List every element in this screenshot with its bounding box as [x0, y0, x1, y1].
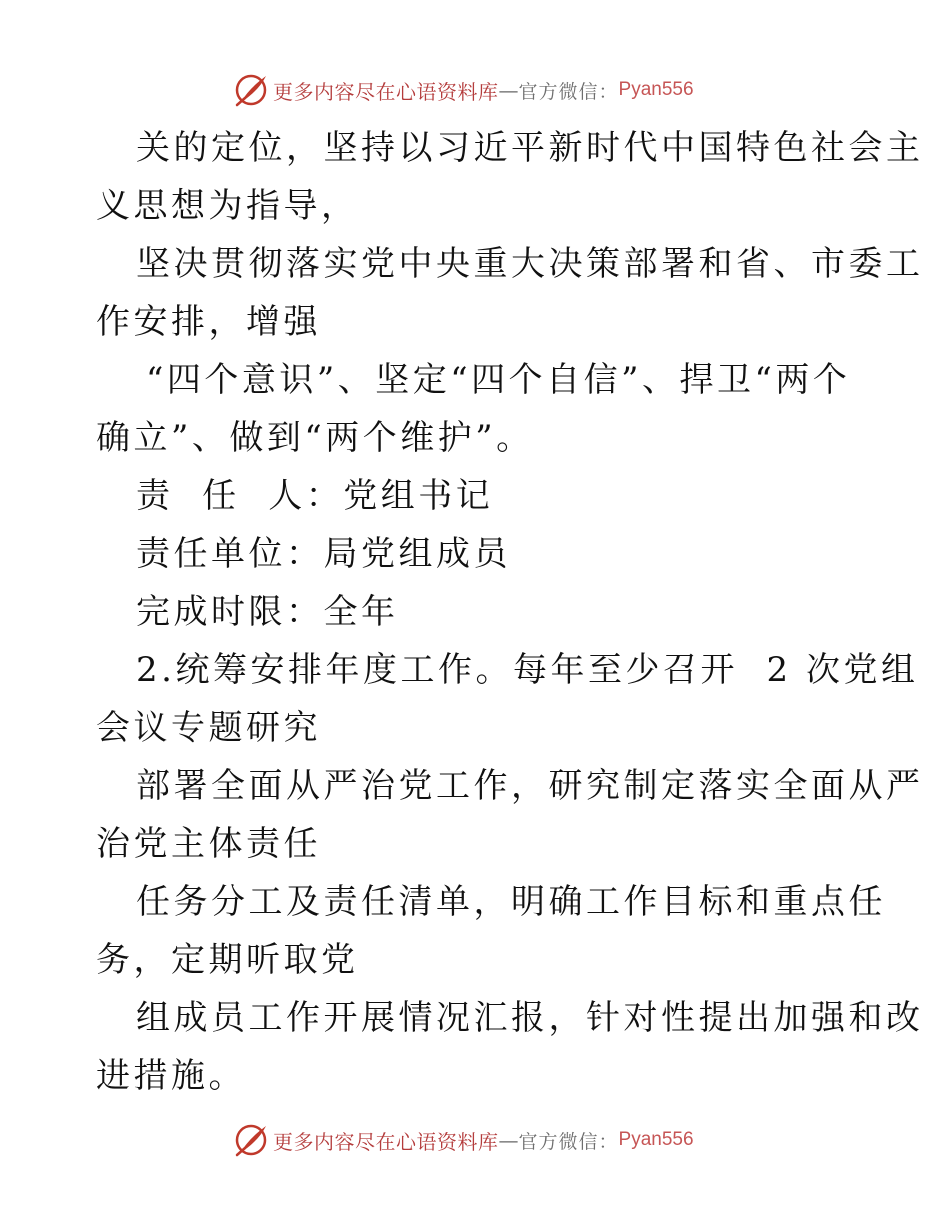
body-line: 关的定位，坚持以习近平新时代中国特色社会主: [136, 128, 924, 168]
body-line: “四个意识”、坚定“四个自信”、捍卫“两个: [146, 360, 851, 400]
footer-banner: [233, 1122, 694, 1158]
header-banner-text: 更多内容尽在心语资料库: [273, 79, 499, 104]
footer-wechat-label: 官方微信：: [518, 1130, 619, 1153]
header-banner: [233, 72, 694, 108]
header-banner-separator: —: [498, 78, 519, 102]
body-line: 作安排，增强: [96, 302, 321, 342]
body-line: 2.统筹安排年度工作。每年至少召开 2 次党组: [136, 650, 919, 690]
body-line: 确立”、做到“两个维护”。: [96, 418, 534, 458]
body-line: 义思想为指导，: [96, 186, 359, 226]
body-line: 进措施。: [96, 1056, 246, 1096]
body-line: 会议专题研究: [96, 708, 321, 748]
body-line: 组成员工作开展情况汇报，针对性提出加强和改: [136, 998, 924, 1038]
footer-banner-separator: —: [498, 1128, 519, 1152]
quill-logo-icon: [233, 72, 269, 108]
responsible-unit-line: 责任单位：局党组成员: [136, 534, 511, 574]
deadline-line: 完成时限：全年: [136, 592, 399, 632]
responsible-person-line: 责 任 人：党组书记: [136, 476, 494, 516]
body-line: 任务分工及责任清单，明确工作目标和重点任: [136, 882, 886, 922]
footer-banner-text: 更多内容尽在心语资料库: [273, 1129, 499, 1154]
header-wechat-id: Pyan556: [618, 79, 694, 100]
body-line: 务，定期听取党: [96, 940, 359, 980]
body-line: 治党主体责任: [96, 824, 321, 864]
quill-logo-icon: [233, 1122, 269, 1158]
header-wechat-label: 官方微信：: [518, 80, 619, 103]
body-line: 坚决贯彻落实党中央重大决策部署和省、市委工: [136, 244, 924, 284]
footer-wechat-id: Pyan556: [618, 1129, 694, 1150]
body-line: 部署全面从严治党工作，研究制定落实全面从严: [136, 766, 924, 806]
